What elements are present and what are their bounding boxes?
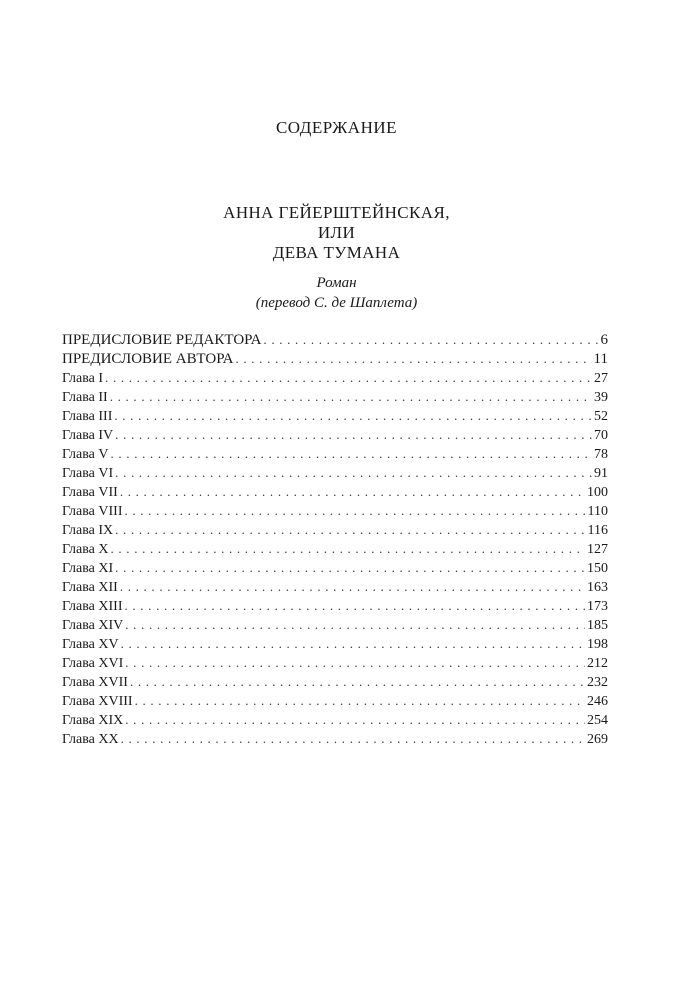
toc-entry-label: Глава III [62,409,113,424]
toc-entry-label: Глава X [62,542,109,557]
toc-leader-dots [235,349,591,368]
toc-entry[interactable] [62,672,608,691]
toc-entry-label: Глава I [62,371,104,386]
toc-leader-dots [125,615,585,634]
toc-leader-dots [135,691,585,710]
toc-entry-label: Глава IV [62,428,114,443]
book-title-line-2: ИЛИ [317,223,356,242]
toc-entry[interactable] [62,691,608,710]
toc-leader-dots [120,482,585,501]
toc-entry[interactable] [62,539,608,558]
toc-leader-dots [115,463,592,482]
toc-entry-page-number: 70 [594,428,608,443]
toc-leader-dots [121,729,585,748]
toc-entry-label: Глава XVI [62,656,124,671]
toc-entry-page-number: 127 [587,542,608,557]
toc-entry[interactable] [62,634,608,653]
toc-entry-page-number: 198 [587,637,608,652]
toc-entry-label: Глава II [62,390,108,405]
toc-entry-label: Глава XVIII [62,694,133,709]
toc-entry-label: Глава VIII [62,504,123,519]
toc-entry[interactable] [62,368,608,387]
table-of-contents [62,330,608,748]
toc-entry-page-number: 11 [593,351,608,367]
toc-leader-dots [115,520,585,539]
book-title-line-3: ДЕВА ТУМАНА [272,243,401,262]
toc-leader-dots [111,539,586,558]
toc-entry[interactable] [62,425,608,444]
toc-entry-label: Глава XIV [62,618,124,633]
toc-leader-dots [120,577,585,596]
toc-leader-dots [110,387,592,406]
toc-entry-label: Глава XV [62,637,119,652]
toc-entry-page-number: 246 [587,694,608,709]
toc-entry[interactable] [62,710,608,729]
contents-title: СОДЕРЖАНИЕ [275,118,398,137]
toc-leader-dots [125,710,585,729]
subtitle [0,273,673,313]
toc-entry[interactable] [62,501,608,520]
toc-leader-dots [121,634,585,653]
toc-entry-page-number: 78 [594,447,608,462]
toc-entry[interactable] [62,520,608,539]
book-title-line-1: АННА ГЕЙЕРШТЕЙНСКАЯ, [223,203,450,222]
toc-entry[interactable] [62,596,608,615]
book-title [0,203,673,263]
toc-entry-page-number: 27 [594,371,608,386]
toc-entry-label: Глава VII [62,485,118,500]
toc-entry-label: ПРЕДИСЛОВИЕ РЕДАКТОРА [62,332,262,348]
toc-entry[interactable] [62,406,608,425]
toc-entry-page-number: 173 [587,599,608,614]
toc-leader-dots [105,368,592,387]
genre-label: Роман [316,275,357,291]
toc-entry-label: Глава VI [62,466,114,481]
toc-entry[interactable] [62,653,608,672]
toc-entry-page-number: 100 [587,485,608,500]
toc-entry-label: ПРЕДИСЛОВИЕ АВТОРА [62,351,234,367]
toc-entry[interactable] [62,577,608,596]
toc-entry-label: Глава XIII [62,599,123,614]
toc-leader-dots [111,444,593,463]
toc-entry[interactable] [62,463,608,482]
translation-credit: (перевод С. де Шаплета) [255,295,418,311]
toc-entry-label: Глава IX [62,523,114,538]
toc-entry-page-number: 39 [594,390,608,405]
toc-entry[interactable] [62,330,608,349]
toc-entry-page-number: 91 [594,466,608,481]
toc-leader-dots [115,558,585,577]
toc-entry[interactable] [62,558,608,577]
toc-entry-page-number: 232 [587,675,608,690]
toc-entry[interactable] [62,729,608,748]
toc-leader-dots [115,425,592,444]
toc-entry-page-number: 6 [600,332,608,348]
toc-entry-label: Глава XIX [62,713,124,728]
toc-entry-page-number: 110 [587,504,608,519]
toc-entry-page-number: 150 [587,561,608,576]
toc-entry-label: Глава XII [62,580,118,595]
toc-entry-page-number: 52 [594,409,608,424]
toc-entry[interactable] [62,387,608,406]
toc-entry[interactable] [62,349,608,368]
toc-entry-page-number: 185 [587,618,608,633]
toc-leader-dots [124,596,585,615]
toc-entry-label: Глава XX [62,732,119,747]
toc-entry[interactable] [62,444,608,463]
toc-leader-dots [124,501,585,520]
toc-leader-dots [125,653,585,672]
toc-leader-dots [263,330,598,349]
toc-entry-page-number: 269 [587,732,608,747]
toc-entry[interactable] [62,482,608,501]
toc-entry-label: Глава V [62,447,109,462]
toc-leader-dots [114,406,592,425]
toc-entry-page-number: 254 [587,713,608,728]
toc-entry-page-number: 116 [587,523,608,538]
toc-entry-page-number: 212 [587,656,608,671]
toc-entry-label: Глава XVII [62,675,128,690]
toc-leader-dots [130,672,585,691]
toc-entry-label: Глава XI [62,561,114,576]
toc-entry-page-number: 163 [587,580,608,595]
toc-entry[interactable] [62,615,608,634]
